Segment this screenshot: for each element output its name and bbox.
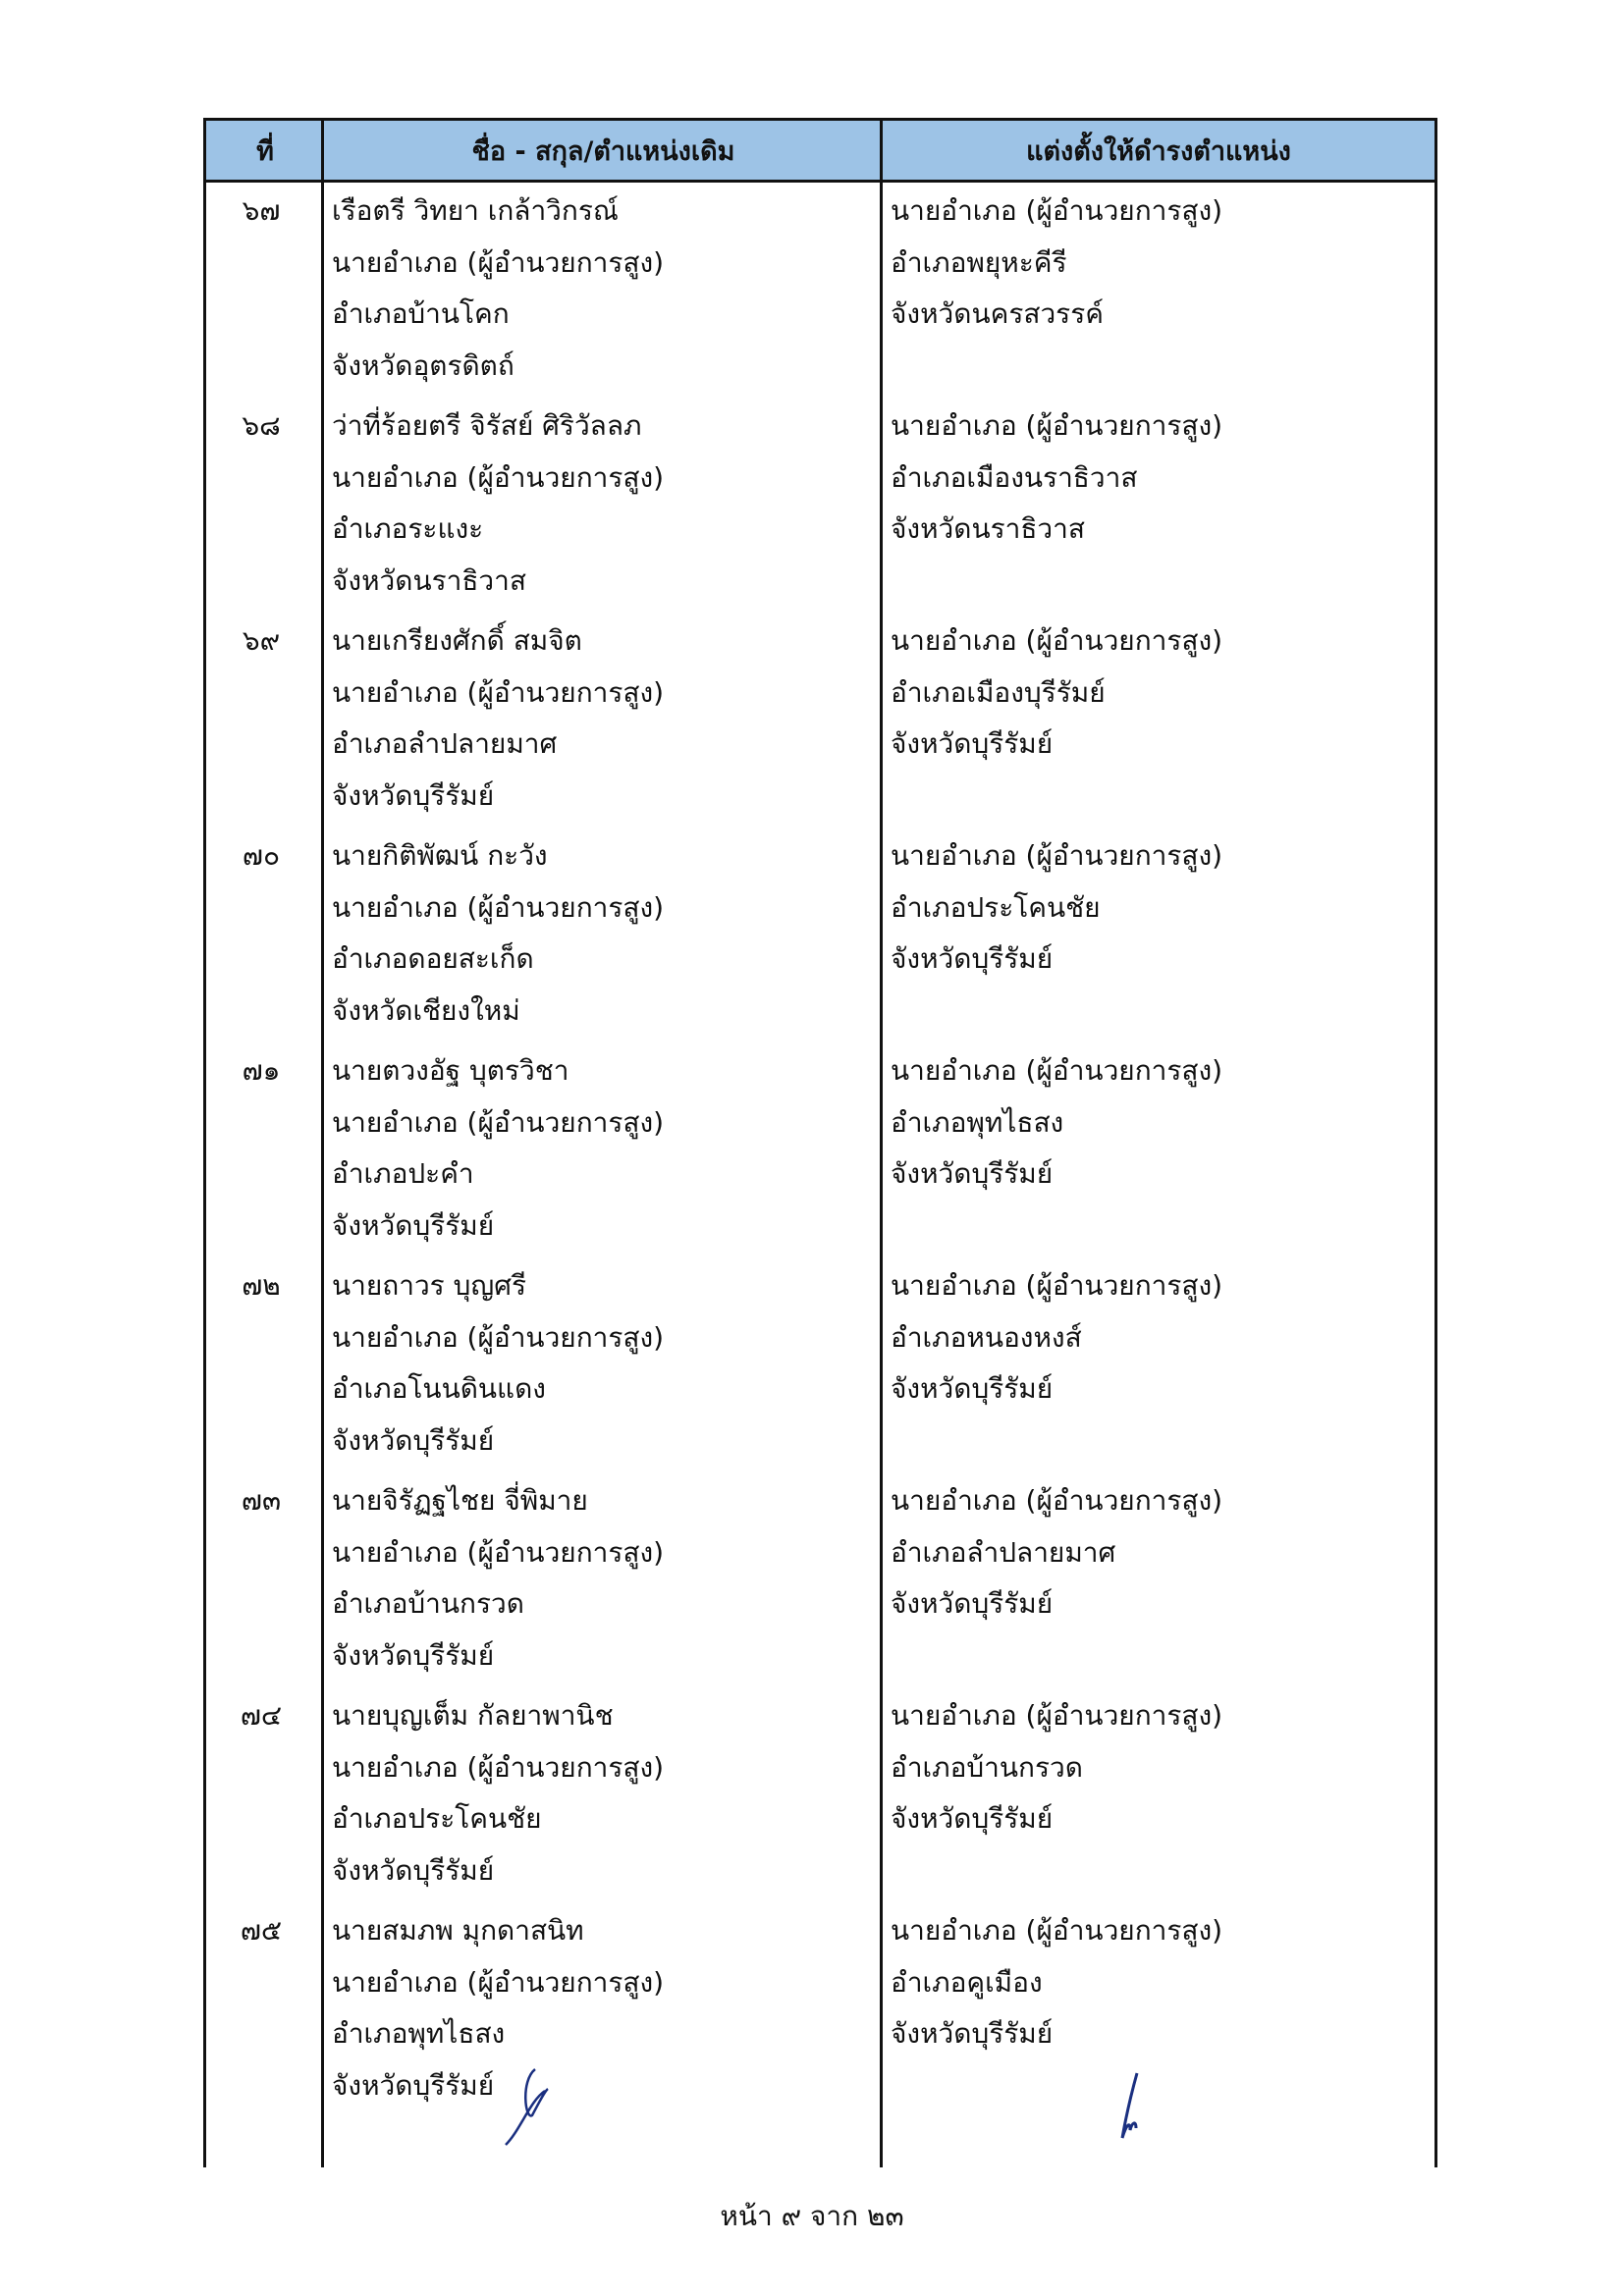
old-position-line: นายสมภพ มุกดาสนิท <box>332 1914 584 1947</box>
old-position-line: จังหวัดบุรีรัมย์ <box>332 1423 495 1457</box>
signature-left <box>491 2061 589 2160</box>
old-position-line: นายอำเภอ (ผู้อำนวยการสูง) <box>332 1535 665 1569</box>
old-position-cell <box>324 1045 883 1260</box>
new-position-line: นายอำเภอ (ผู้อำนวยการสูง) <box>891 1054 1223 1087</box>
row-number: ๗๑ <box>242 1054 281 1087</box>
old-position-cell <box>324 615 883 830</box>
new-position-line: อำเภอลำปลายมาศ <box>891 1535 1116 1569</box>
new-position-line: จังหวัดบุรีรัมย์ <box>891 1802 1054 1835</box>
old-position-line: อำเภอระแงะ <box>332 512 484 545</box>
old-position-line: นายอำเภอ (ผู้อำนวยการสูง) <box>332 460 665 494</box>
row-number: ๖๗ <box>242 194 281 227</box>
old-position-line: นายอำเภอ (ผู้อำนวยการสูง) <box>332 245 665 279</box>
new-position-cell <box>883 400 1435 615</box>
old-position-line: อำเภอปะคำ <box>332 1157 474 1190</box>
old-position-line: นายบุญเต็ม กัลยาพานิช <box>332 1699 614 1732</box>
new-position-line: อำเภอคูเมือง <box>891 1965 1043 1999</box>
old-position-cell <box>324 830 883 1045</box>
old-position-line: นายถาวร บุญศรี <box>332 1269 527 1302</box>
old-position-line: อำเภอบ้านโคก <box>332 297 510 330</box>
old-position-cell <box>324 400 883 615</box>
old-position-line: จังหวัดนราธิวาส <box>332 563 526 597</box>
old-position-line: จังหวัดบุรีรัมย์ <box>332 778 495 812</box>
new-position-line: นายอำเภอ (ผู้อำนวยการสูง) <box>891 194 1223 227</box>
old-position-line: นายจิรัฏฐไชย จี่พิมาย <box>332 1484 588 1517</box>
old-position-line: เรือตรี วิทยา เกล้าวิกรณ์ <box>332 194 619 227</box>
old-position-line: อำเภอบ้านกรวด <box>332 1587 524 1620</box>
page-number: หน้า ๙ จาก ๒๓ <box>720 2200 904 2232</box>
old-position-cell <box>324 1475 883 1690</box>
new-position-line: จังหวัดนครสวรรค์ <box>891 297 1104 330</box>
old-position-line: นายอำเภอ (ผู้อำนวยการสูง) <box>332 1965 665 1999</box>
old-position-line: นายอำเภอ (ผู้อำนวยการสูง) <box>332 890 665 924</box>
new-position-cell <box>883 1045 1435 1260</box>
new-position-line: อำเภอเมืองบุรีรัมย์ <box>891 675 1106 709</box>
header-no: ที่ <box>256 135 274 167</box>
new-position-line: นายอำเภอ (ผู้อำนวยการสูง) <box>891 839 1223 872</box>
new-position-line: อำเภอหนองหงส์ <box>891 1320 1082 1354</box>
new-position-line: นายอำเภอ (ผู้อำนวยการสูง) <box>891 1699 1223 1732</box>
row-number: ๗๔ <box>240 1699 283 1732</box>
old-position-line: จังหวัดบุรีรัมย์ <box>332 2068 495 2102</box>
new-position-cell <box>883 830 1435 1045</box>
new-position-cell <box>883 186 1435 400</box>
table-row <box>206 186 1435 400</box>
row-number: ๖๙ <box>242 624 281 657</box>
table-header <box>206 121 1435 183</box>
old-position-line: นายตวงอัฐ บุตรวิชา <box>332 1054 569 1087</box>
new-position-line: จังหวัดบุรีรัมย์ <box>891 1157 1054 1190</box>
old-position-line: ว่าที่ร้อยตรี จิรัสย์ ศิริวัลลภ <box>332 409 642 442</box>
signature-right <box>1105 2071 1164 2150</box>
old-position-line: นายอำเภอ (ผู้อำนวยการสูง) <box>332 675 665 709</box>
old-position-line: นายเกรียงศักดิ์ สมจิต <box>332 624 582 657</box>
old-position-line: อำเภอประโคนชัย <box>332 1802 542 1835</box>
old-position-line: นายอำเภอ (ผู้อำนวยการสูง) <box>332 1750 665 1784</box>
new-position-line: นายอำเภอ (ผู้อำนวยการสูง) <box>891 1269 1223 1302</box>
row-number: ๗๒ <box>242 1269 281 1302</box>
table-row <box>206 1045 1435 1260</box>
row-number: ๖๘ <box>242 409 281 442</box>
new-position-line: นายอำเภอ (ผู้อำนวยการสูง) <box>891 1484 1223 1517</box>
new-position-cell <box>883 1260 1435 1475</box>
old-position-line: จังหวัดอุตรดิตถ์ <box>332 348 514 382</box>
old-position-line: จังหวัดบุรีรัมย์ <box>332 1208 495 1242</box>
table-row <box>206 1260 1435 1475</box>
new-position-line: จังหวัดบุรีรัมย์ <box>891 727 1054 760</box>
table-row <box>206 1690 1435 1905</box>
old-position-line: นายอำเภอ (ผู้อำนวยการสูง) <box>332 1320 665 1354</box>
appointment-table <box>203 118 1437 2167</box>
table-body <box>206 186 1435 2120</box>
new-position-line: อำเภอพุทไธสง <box>891 1105 1064 1139</box>
old-position-cell <box>324 186 883 400</box>
row-number: ๗๕ <box>240 1914 283 1947</box>
new-position-line: จังหวัดบุรีรัมย์ <box>891 1587 1054 1620</box>
new-position-line: นายอำเภอ (ผู้อำนวยการสูง) <box>891 1914 1223 1947</box>
table-row <box>206 400 1435 615</box>
row-number: ๗๐ <box>242 839 281 872</box>
new-position-line: อำเภอประโคนชัย <box>891 890 1101 924</box>
new-position-line: อำเภอพยุหะคีรี <box>891 245 1067 279</box>
new-position-line: อำเภอเมืองนราธิวาส <box>891 460 1138 494</box>
new-position-line: จังหวัดบุรีรัมย์ <box>891 2017 1054 2050</box>
old-position-cell <box>324 1690 883 1905</box>
old-position-line: อำเภอดอยสะเก็ด <box>332 942 534 975</box>
table-row <box>206 1475 1435 1690</box>
old-position-cell <box>324 1260 883 1475</box>
table-row <box>206 830 1435 1045</box>
old-position-line: จังหวัดบุรีรัมย์ <box>332 1853 495 1887</box>
old-position-line: อำเภอลำปลายมาศ <box>332 727 558 760</box>
old-position-cell <box>324 1905 883 2120</box>
old-position-line: นายกิติพัฒน์ กะวัง <box>332 839 548 872</box>
old-position-line: นายอำเภอ (ผู้อำนวยการสูง) <box>332 1105 665 1139</box>
new-position-line: นายอำเภอ (ผู้อำนวยการสูง) <box>891 409 1223 442</box>
new-position-line: จังหวัดบุรีรัมย์ <box>891 1372 1054 1405</box>
new-position-line: นายอำเภอ (ผู้อำนวยการสูง) <box>891 624 1223 657</box>
new-position-cell <box>883 1690 1435 1905</box>
header-new-position: แต่งตั้งให้ดำรงตำแหน่ง <box>1026 135 1291 167</box>
old-position-line: จังหวัดเชียงใหม่ <box>332 993 520 1027</box>
new-position-line: อำเภอบ้านกรวด <box>891 1750 1083 1784</box>
table-row <box>206 1905 1435 2120</box>
old-position-line: อำเภอพุทไธสง <box>332 2017 506 2050</box>
new-position-cell <box>883 1475 1435 1690</box>
new-position-line: จังหวัดบุรีรัมย์ <box>891 942 1054 975</box>
new-position-cell <box>883 615 1435 830</box>
header-name-old-position: ชื่อ - สกุล/ตำแหน่งเดิม <box>471 135 735 167</box>
row-number: ๗๓ <box>241 1484 282 1517</box>
old-position-line: จังหวัดบุรีรัมย์ <box>332 1638 495 1672</box>
new-position-line: จังหวัดนราธิวาส <box>891 512 1085 545</box>
table-row <box>206 615 1435 830</box>
old-position-line: อำเภอโนนดินแดง <box>332 1372 546 1405</box>
